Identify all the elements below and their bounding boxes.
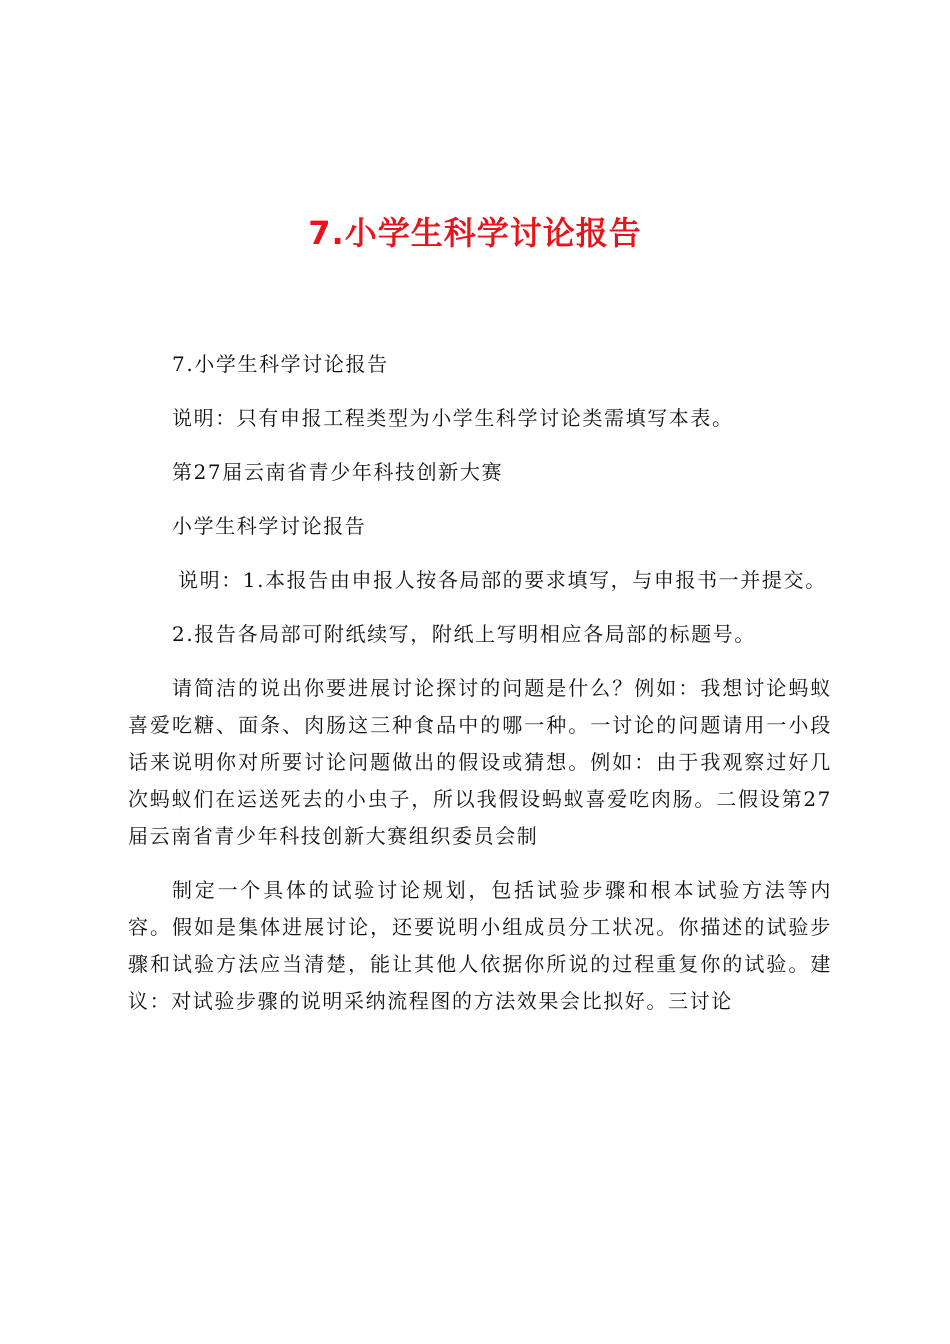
paragraph-heading: 7.小学生科学讨论报告	[172, 352, 389, 376]
paragraph-contest-name: 第27届云南省青少年科技创新大赛	[172, 460, 504, 484]
paragraph-instruction-1: 说明：1.本报告由申报人按各局部的要求填写，与申报书一并提交。	[178, 568, 827, 592]
paragraph-instruction-2: 2.报告各局部可附纸续写，附纸上写明相应各局部的标题号。	[172, 622, 756, 646]
paragraph-note: 说明：只有申报工程类型为小学生科学讨论类需填写本表。	[172, 406, 734, 430]
paragraph-plan: 制定一个具体的试验讨论规划，包括试验步骤和根本试验方法等内容。假如是集体进展讨论，还要说明小组成员分工状况。你描述的试验步骤和试验方法应当清楚，能让其他人依据你所说的过程重复你的试验。建议：对试验步骤的说明采纳流程图的方法效果会比拟好。三讨论	[128, 878, 832, 1013]
document-body	[128, 346, 832, 1037]
document-title: 7.小学生科学讨论报告	[308, 214, 642, 252]
paragraph-report-name: 小学生科学讨论报告	[172, 514, 367, 538]
paragraph-question: 请简洁的说出你要进展讨论探讨的问题是什么？例如：我想讨论蚂蚁喜爱吃糖、面条、肉肠这三种食品中的哪一种。一讨论的问题请用一小段话来说明你对所要讨论问题做出的假设或猜想。例如：由于我观察过好几次蚂蚁们在运送死去的小虫子，所以我假设蚂蚁喜爱吃肉肠。二假设第27届云南省青少年科技创新大赛组织委员会制	[128, 676, 832, 848]
